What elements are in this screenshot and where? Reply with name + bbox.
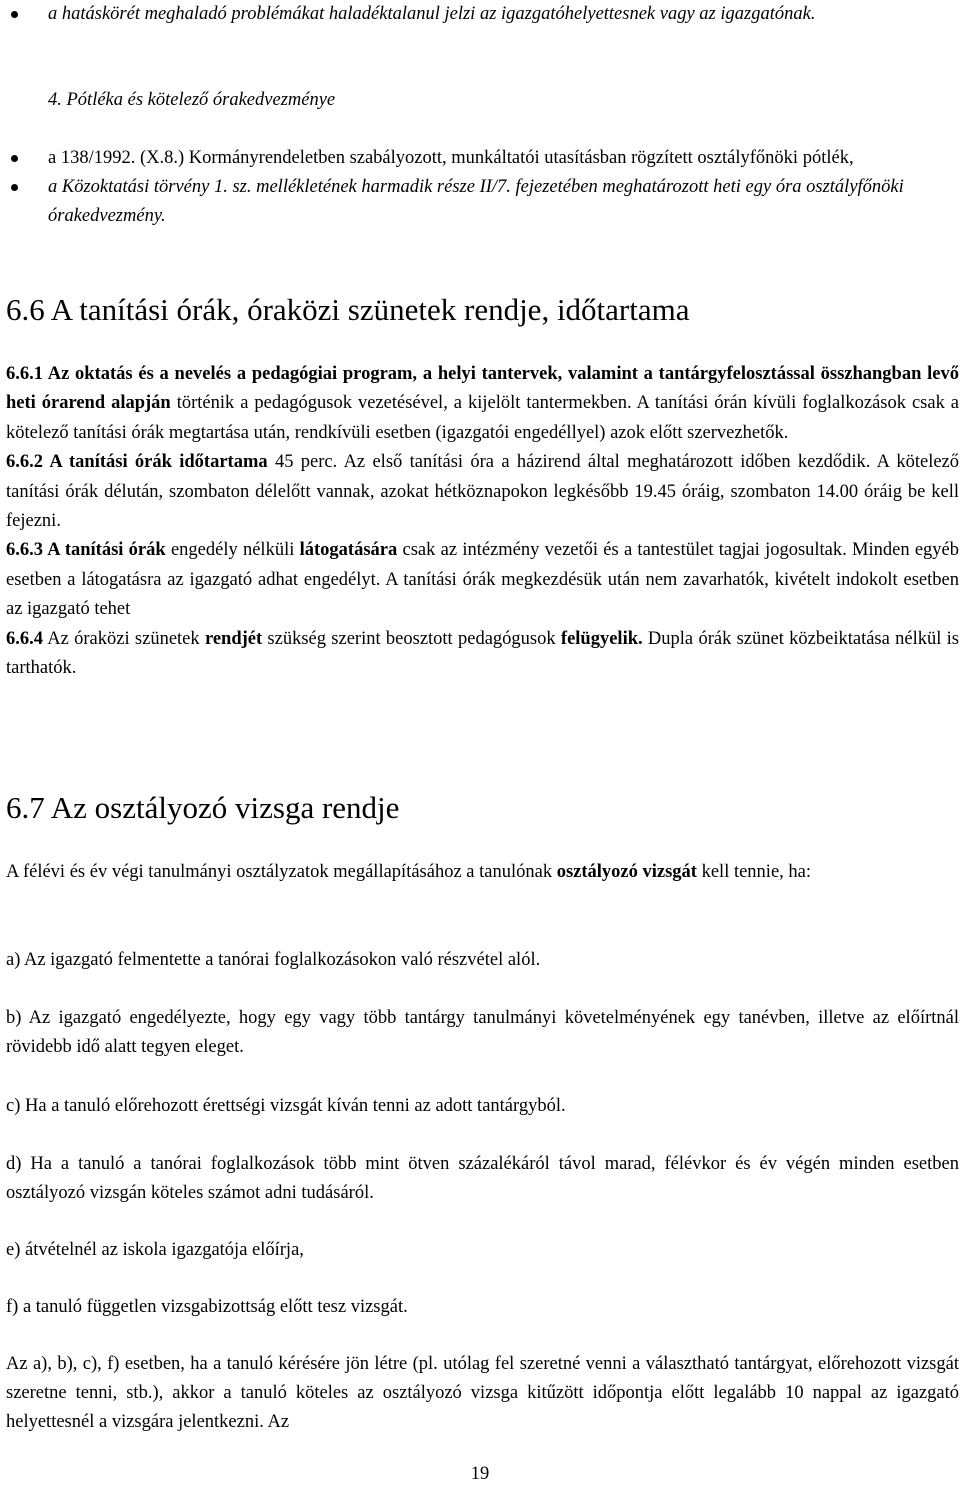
list-item [0, 144, 945, 173]
paragraph-e: e) átvételnél az iskola igazgatója előírja, [6, 1240, 304, 1260]
paragraph-d: d) Ha a tanuló a tanórai foglalkozások több mint ötven százalékáról távol marad, félévkor és év végén minden esetben osztályozó vizsgán köteles számot adni tudásáról. [6, 1154, 959, 1203]
paragraph-6-6-1: 6.6.1 Az oktatás és a nevelés a pedagógiai program, a helyi tantervek, valamint a tantárgyfelosztással összhangban levő heti órarend alapján történik a pedagógusok vezetésével, a kijelölt tantermekben. A tanítási órán kívüli foglalkozások csak a kötelező tanítási órák megtartása után, rendkívüli esetben (igazgatói engedéllyel) azok előtt szervezhetők. [6, 364, 959, 443]
list-item-text: a hatáskörét meghaladó problémákat haladéktalanul jelzi az igazgatóhelyettesnek vagy az igazgatónak. [48, 4, 816, 24]
section-6-6-body [6, 360, 959, 683]
paragraph-6-6-4: 6.6.4 Az óraközi szünetek rendjét szükség szerint beosztott pedagógusok felügyelik. Dupla órák szünet közbeiktatása nélkül is tarthatók. [6, 628, 960, 679]
paragraph-a: a) Az igazgató felmentette a tanórai foglalkozásokon való részvétel alól. [6, 950, 541, 970]
duties-list [0, 0, 945, 29]
subheading-allowance: 4. Pótléka és kötelező órakedvezménye [48, 90, 336, 110]
paragraph-c: c) Ha a tanuló előrehozott érettségi vizsgát kíván tenni az adott tantárgyból. [6, 1096, 566, 1116]
paragraph-6-6-3: 6.6.3 A tanítási órák engedély nélküli látogatására csak az intézmény vezetői és a tantestület tagjai jogosultak. Minden egyéb esetben a látogatásra az igazgató adhat engedélyt. A tanítási órák megkezdésük után nem zavarhatók, kivételt indokolt esetben az igazgató tehet [6, 540, 960, 620]
list-item [0, 173, 945, 231]
list-item-text: a 138/1992. (X.8.) Kormányrendeletben szabályozott, munkáltatói utasításban rögzített osztályfőnöki pótlék, [48, 148, 854, 168]
list-item [0, 0, 945, 29]
paragraph-6-6-2: 6.6.2 A tanítási órák időtartama 45 perc. Az első tanítási óra a házirend által meghatározott időben kezdődik. A kötelező tanítási órák délután, szombaton délelőtt vannak, azokat hétköznapokon legkésőbb 19.45 óráig, szombaton 14.00 óráig be kell fejezni. [6, 452, 960, 532]
paragraph-last: Az a), b), c), f) esetben, ha a tanuló kérésére jön létre (pl. utólag fel szeretné venni a választható tantárgyat, előrehozott vizsgát szeretne tenni, stb.), akkor a tanuló köteles az osztályozó vizsga kitűzött időpontja előtt legalább 10 nappal az igazgató helyettesnél a vizsgára jelentkezni. Az [6, 1354, 959, 1432]
list-item-text: a Közoktatási törvény 1. sz. mellékletének harmadik része II/7. fejezetében meghatározott heti egy óra osztályfőnöki órakedvezmény. [48, 177, 904, 226]
allowance-list [0, 144, 945, 231]
paragraph-f: f) a tanuló független vizsgabizottság előtt tesz vizsgát. [6, 1297, 408, 1317]
section-heading-6-7: 6.7 Az osztályozó vizsga rendje [6, 790, 400, 825]
section-heading-6-6: 6.6 A tanítási órák, óraközi szünetek rendje, időtartama [6, 292, 690, 327]
page-number: 19 [470, 1464, 490, 1484]
paragraph-b: b) Az igazgató engedélyezte, hogy egy vagy több tantárgy tanulmányi követelményének egy tanévben, illetve az előírtnál rövidebb idő alatt tegyen eleget. [6, 1008, 959, 1057]
paragraph-intro: A félévi és év végi tanulmányi osztályzatok megállapításához a tanulónak osztályozó vizsgát kell tennie, ha: [6, 862, 812, 882]
